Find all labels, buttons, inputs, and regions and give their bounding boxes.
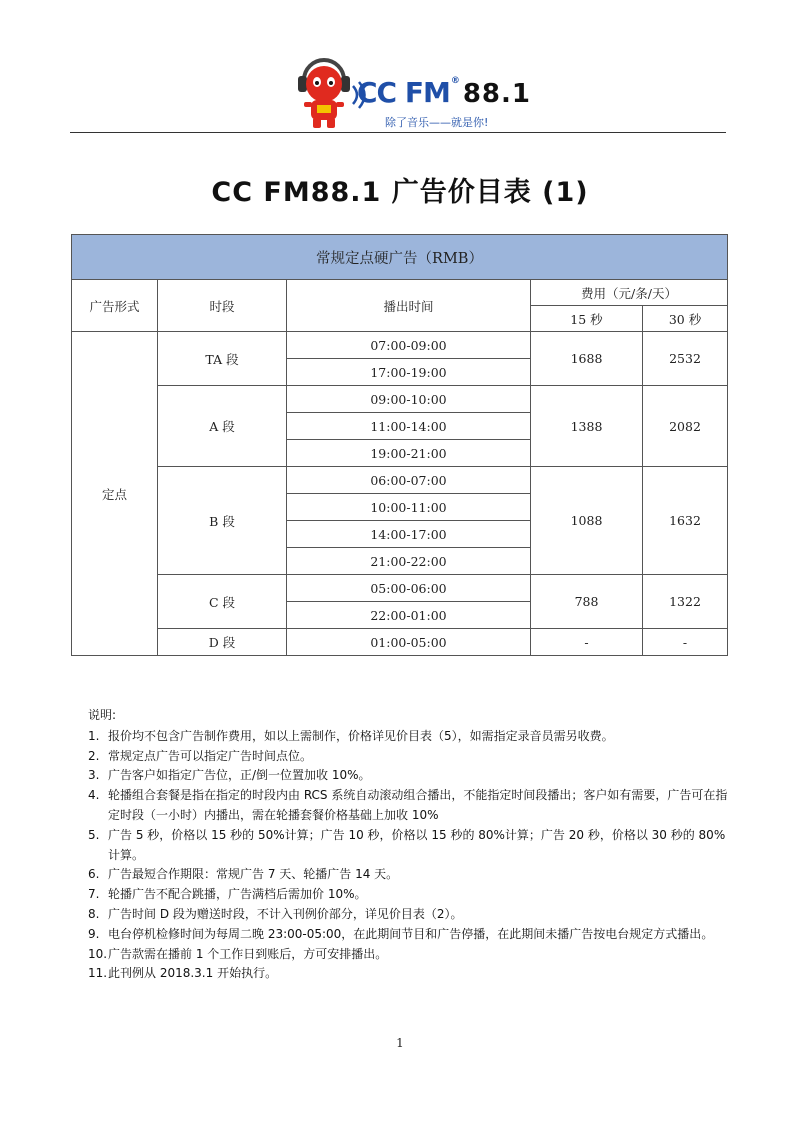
note-number: 4. xyxy=(88,788,100,803)
brand-text: CC FM xyxy=(357,76,450,109)
header-air-time: 播出时间 xyxy=(287,280,531,332)
air-time-cell: 06:00-07:00 xyxy=(287,467,531,494)
note-text: 常规定点广告可以指定广告时间点位。 xyxy=(108,748,313,763)
air-time-cell: 09:00-10:00 xyxy=(287,386,531,413)
brand-slogan: 除了音乐——就是你! xyxy=(385,116,489,129)
price-30s-cell: - xyxy=(643,629,728,656)
price-15s-cell: - xyxy=(531,629,643,656)
header-period: 时段 xyxy=(158,280,287,332)
table-row xyxy=(72,467,728,494)
note-number: 7. xyxy=(88,887,100,902)
air-time-cell: 11:00-14:00 xyxy=(287,413,531,440)
note-item xyxy=(88,766,728,786)
note-text: 轮播广告不配合跳播，广告满档后需加价 10%。 xyxy=(108,887,367,902)
registered-mark: ® xyxy=(450,76,459,86)
table-row xyxy=(72,332,728,359)
ccfm-logo xyxy=(295,50,531,132)
note-item xyxy=(88,826,728,866)
note-number: 5. xyxy=(88,827,100,842)
page-header xyxy=(70,50,726,134)
mascot-icon xyxy=(295,54,353,130)
page-title: CC FM88.1 广告价目表 (1) xyxy=(211,177,589,208)
table-row xyxy=(72,629,728,656)
brand-frequency: 88.1 xyxy=(462,79,531,109)
note-text: 轮播组合套餐是指在指定的时段内由 RCS 系统自动滚动组合播出，不能指定时间段播出；客户如有需要，广告可在指定时段（一小时）内播出，需在轮播套餐价格基础上加收 10% xyxy=(108,788,728,822)
air-time-cell: 05:00-06:00 xyxy=(287,575,531,602)
brand-name xyxy=(357,76,531,109)
note-item xyxy=(88,885,728,905)
note-number: 8. xyxy=(88,906,100,921)
air-time-cell: 14:00-17:00 xyxy=(287,521,531,548)
price-15s-cell: 788 xyxy=(531,575,643,629)
price-30s-cell: 2532 xyxy=(643,332,728,386)
price-15s-cell: 1388 xyxy=(531,386,643,467)
note-text: 广告 5 秒，价格以 15 秒的 50%计算；广告 10 秒，价格以 15 秒的 80%计算；广告 20 秒，价格以 30 秒的 80%计算。 xyxy=(108,827,726,862)
header-ad-format: 广告形式 xyxy=(72,280,158,332)
note-text: 广告款需在播前 1 个工作日到账后，方可安排播出。 xyxy=(108,946,388,961)
price-15s-cell: 1088 xyxy=(531,467,643,575)
air-time-cell: 07:00-09:00 xyxy=(287,332,531,359)
notes-title: 说明: xyxy=(88,708,117,722)
note-item xyxy=(88,945,728,965)
period-cell: TA 段 xyxy=(158,332,287,386)
price-table xyxy=(71,234,728,656)
period-cell: D 段 xyxy=(158,629,287,656)
note-text: 电台停机检修时间为每周二晚 23:00-05:00，在此期间节目和广告停播，在此期间未播广告按电台规定方式播出。 xyxy=(108,926,714,941)
note-item xyxy=(88,964,728,984)
note-item xyxy=(88,905,728,925)
note-text: 广告客户如指定广告位，正/倒一位置加收 10%。 xyxy=(108,768,371,783)
price-30s-cell: 2082 xyxy=(643,386,728,467)
header-30-seconds: 30 秒 xyxy=(643,306,728,332)
notes-list xyxy=(88,727,728,984)
note-number: 2. xyxy=(88,748,100,763)
air-time-cell: 01:00-05:00 xyxy=(287,629,531,656)
page-number: 1 xyxy=(396,1036,404,1050)
table-row xyxy=(72,575,728,602)
air-time-cell: 22:00-01:00 xyxy=(287,602,531,629)
note-item xyxy=(88,727,728,747)
period-cell: A 段 xyxy=(158,386,287,467)
air-time-cell: 10:00-11:00 xyxy=(287,494,531,521)
note-number: 3. xyxy=(88,768,100,783)
header-divider xyxy=(70,132,726,133)
note-number: 10. xyxy=(88,946,108,961)
table-caption: 常规定点硬广告（RMB） xyxy=(72,235,728,280)
notes-section xyxy=(88,706,728,984)
period-cell: B 段 xyxy=(158,467,287,575)
ad-format-cell: 定点 xyxy=(72,332,158,656)
note-number: 11. xyxy=(88,966,108,981)
header-15-seconds: 15 秒 xyxy=(531,306,643,332)
air-time-cell: 19:00-21:00 xyxy=(287,440,531,467)
note-item xyxy=(88,747,728,767)
price-15s-cell: 1688 xyxy=(531,332,643,386)
note-number: 6. xyxy=(88,867,100,882)
note-number: 1. xyxy=(88,728,100,743)
price-30s-cell: 1632 xyxy=(643,467,728,575)
air-time-cell: 17:00-19:00 xyxy=(287,359,531,386)
period-cell: C 段 xyxy=(158,575,287,629)
table-row xyxy=(72,386,728,413)
note-text: 报价均不包含广告制作费用，如以上需制作，价格详见价目表（5），如需指定录音员需另收费。 xyxy=(108,728,614,743)
price-30s-cell: 1322 xyxy=(643,575,728,629)
header-fee: 费用（元/条/天） xyxy=(531,280,728,306)
note-text: 广告最短合作期限：常规广告 7 天、轮播广告 14 天。 xyxy=(108,867,399,882)
note-text: 此刊例从 2018.3.1 开始执行。 xyxy=(108,966,278,981)
note-item xyxy=(88,865,728,885)
note-text: 广告时间 D 段为赠送时段，不计入刊例价部分，详见价目表（2）。 xyxy=(108,906,463,921)
air-time-cell: 21:00-22:00 xyxy=(287,548,531,575)
note-item xyxy=(88,786,728,826)
note-number: 9. xyxy=(88,926,100,941)
note-item xyxy=(88,925,728,945)
